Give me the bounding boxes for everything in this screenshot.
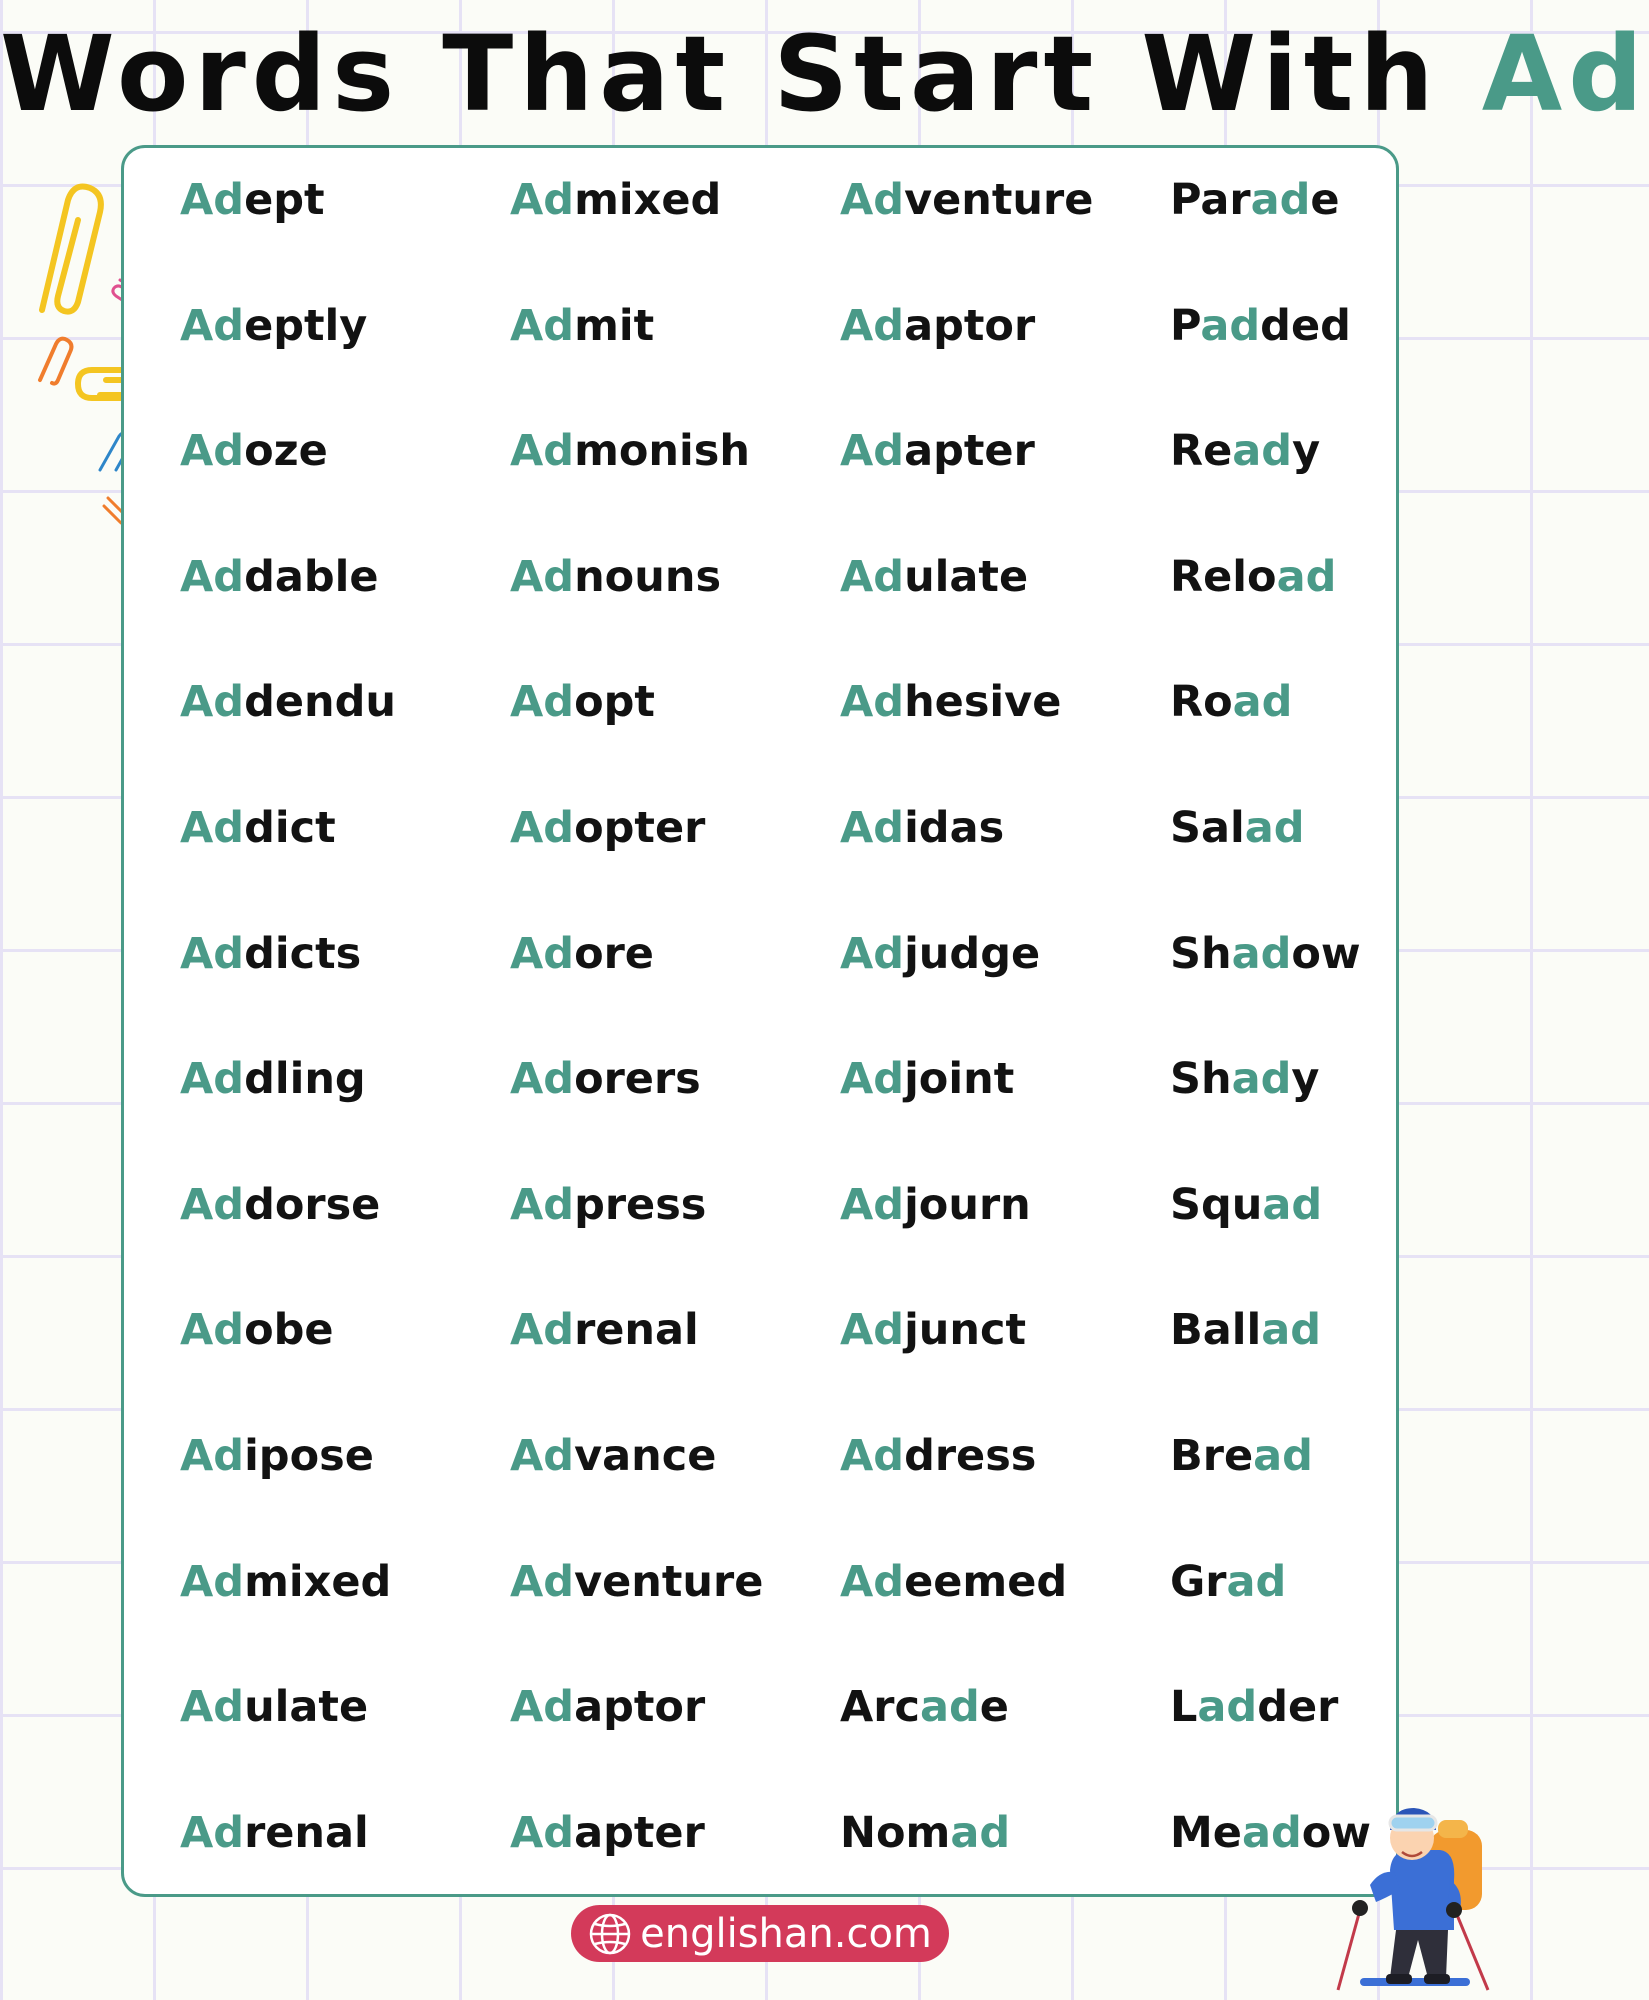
word-hl: ad bbox=[1197, 1682, 1258, 1733]
website-badge[interactable] bbox=[571, 1905, 949, 1962]
globe-icon bbox=[588, 1912, 632, 1956]
word-pre: Ball bbox=[1170, 1305, 1262, 1356]
word-item bbox=[1170, 672, 1390, 798]
word-hl: Ad bbox=[510, 1682, 575, 1733]
word-hl: Ad bbox=[180, 1179, 245, 1230]
word-item bbox=[1170, 170, 1390, 296]
word-post: opter bbox=[574, 802, 706, 853]
word-post: judge bbox=[904, 928, 1041, 979]
word-post: mixed bbox=[574, 175, 722, 225]
word-hl: Ad bbox=[840, 1556, 905, 1607]
word-item bbox=[1170, 296, 1390, 422]
word-post: eptly bbox=[244, 300, 368, 351]
word-item bbox=[1170, 924, 1390, 1050]
word-post: journ bbox=[904, 1179, 1031, 1230]
word-post: e bbox=[1310, 175, 1340, 225]
word-post: venture bbox=[574, 1556, 764, 1607]
word-item bbox=[1170, 798, 1390, 924]
word-item bbox=[180, 1049, 510, 1175]
word-pre: Ro bbox=[1170, 677, 1233, 728]
page-title bbox=[0, 13, 1649, 135]
word-post: venture bbox=[904, 175, 1094, 225]
word-post: oze bbox=[244, 426, 328, 477]
title-prefix: Words That Start With bbox=[0, 13, 1482, 135]
word-hl: ad bbox=[1262, 1179, 1323, 1230]
word-list-card bbox=[121, 145, 1399, 1897]
word-hl: ad bbox=[1244, 802, 1305, 853]
word-item bbox=[510, 798, 840, 924]
word-item bbox=[840, 924, 1170, 1050]
word-item bbox=[180, 1175, 510, 1301]
word-item bbox=[510, 1049, 840, 1175]
word-item bbox=[840, 672, 1170, 798]
word-hl: Ad bbox=[840, 426, 905, 477]
word-hl: Ad bbox=[510, 426, 575, 477]
word-item bbox=[510, 924, 840, 1050]
word-pre: Gr bbox=[1170, 1556, 1227, 1607]
word-hl: ad bbox=[1276, 551, 1337, 602]
word-hl: Ad bbox=[180, 551, 245, 602]
word-pre: Re bbox=[1170, 426, 1233, 477]
word-hl: ad bbox=[919, 1682, 980, 1733]
word-hl: ad bbox=[1232, 426, 1293, 477]
word-hl: Ad bbox=[510, 175, 575, 225]
word-post: ept bbox=[244, 175, 325, 225]
word-post: ded bbox=[1260, 300, 1351, 351]
word-item bbox=[840, 296, 1170, 422]
word-post: idas bbox=[904, 802, 1005, 853]
word-item bbox=[840, 547, 1170, 673]
word-hl: Ad bbox=[510, 928, 575, 979]
word-hl: Ad bbox=[510, 1179, 575, 1230]
word-post: aptor bbox=[904, 300, 1036, 351]
word-hl: Ad bbox=[180, 175, 245, 225]
word-item bbox=[180, 1677, 510, 1803]
word-item bbox=[1170, 1426, 1390, 1552]
website-url: englishan.com bbox=[640, 1910, 932, 1957]
word-post: dable bbox=[244, 551, 379, 602]
word-grid bbox=[180, 170, 1390, 1928]
word-post: e bbox=[979, 1682, 1009, 1733]
word-post: ulate bbox=[904, 551, 1029, 602]
word-item bbox=[180, 1300, 510, 1426]
word-post: renal bbox=[244, 1807, 369, 1858]
word-post: junct bbox=[904, 1305, 1027, 1356]
word-hl: ad bbox=[1231, 928, 1292, 979]
word-hl: Ad bbox=[840, 300, 905, 351]
word-hl: Ad bbox=[510, 1807, 575, 1858]
word-item bbox=[180, 798, 510, 924]
word-item bbox=[840, 1300, 1170, 1426]
word-post: press bbox=[574, 1179, 707, 1230]
word-post: aptor bbox=[574, 1682, 706, 1733]
word-post: y bbox=[1292, 426, 1321, 477]
word-item bbox=[180, 547, 510, 673]
word-hl: ad bbox=[1250, 175, 1311, 225]
word-post: dendu bbox=[244, 677, 397, 728]
word-item bbox=[180, 924, 510, 1050]
word-item bbox=[180, 1426, 510, 1552]
word-hl: Ad bbox=[180, 300, 245, 351]
word-item bbox=[840, 1677, 1170, 1803]
word-item bbox=[840, 421, 1170, 547]
word-item bbox=[840, 798, 1170, 924]
word-pre: P bbox=[1170, 300, 1201, 351]
word-hl: ad bbox=[1231, 1054, 1292, 1105]
word-pre: Arc bbox=[840, 1682, 920, 1733]
word-item bbox=[1170, 547, 1390, 673]
word-hl: Ad bbox=[180, 1305, 245, 1356]
word-hl: Ad bbox=[180, 1682, 245, 1733]
word-hl: ad bbox=[1200, 300, 1261, 351]
word-hl: Ad bbox=[840, 928, 905, 979]
word-post: joint bbox=[904, 1054, 1015, 1105]
word-post: renal bbox=[574, 1305, 699, 1356]
word-item bbox=[840, 1552, 1170, 1678]
word-post: monish bbox=[574, 426, 750, 477]
word-post: orers bbox=[574, 1054, 701, 1105]
word-item bbox=[510, 547, 840, 673]
word-item bbox=[180, 170, 510, 296]
word-pre: Nom bbox=[840, 1807, 951, 1858]
word-hl: Ad bbox=[840, 1054, 905, 1105]
word-item bbox=[1170, 1049, 1390, 1175]
word-post: obe bbox=[244, 1305, 334, 1356]
word-post: y bbox=[1291, 1054, 1320, 1105]
word-item bbox=[180, 1803, 510, 1929]
word-item bbox=[510, 170, 840, 296]
word-pre: Me bbox=[1170, 1807, 1242, 1858]
word-hl: Ad bbox=[510, 1430, 575, 1481]
word-item bbox=[510, 421, 840, 547]
word-item bbox=[180, 672, 510, 798]
word-item bbox=[510, 672, 840, 798]
word-item bbox=[510, 296, 840, 422]
word-item bbox=[1170, 1300, 1390, 1426]
word-post: der bbox=[1257, 1682, 1339, 1733]
word-item bbox=[840, 170, 1170, 296]
word-post: mit bbox=[574, 300, 655, 351]
word-post: apter bbox=[904, 426, 1035, 477]
word-hl: Ad bbox=[840, 551, 905, 602]
word-hl: Ad bbox=[510, 1054, 575, 1105]
word-pre: Sal bbox=[1170, 802, 1245, 853]
word-hl: Ad bbox=[180, 1807, 245, 1858]
word-item bbox=[1170, 421, 1390, 547]
word-hl: Ad bbox=[840, 1305, 905, 1356]
title-accent: Ad bbox=[1481, 13, 1649, 135]
word-hl: Ad bbox=[510, 1305, 575, 1356]
word-post: dicts bbox=[244, 928, 362, 979]
word-pre: L bbox=[1170, 1682, 1198, 1733]
word-hl: Ad bbox=[180, 928, 245, 979]
word-post: ow bbox=[1291, 928, 1361, 979]
word-item bbox=[1170, 1175, 1390, 1301]
word-item bbox=[510, 1175, 840, 1301]
word-pre: Relo bbox=[1170, 551, 1277, 602]
word-pre: Sh bbox=[1170, 928, 1232, 979]
word-hl: Ad bbox=[510, 300, 575, 351]
word-post: ore bbox=[574, 928, 654, 979]
word-hl: Ad bbox=[180, 1054, 245, 1105]
word-pre: Par bbox=[1170, 175, 1251, 225]
word-item bbox=[840, 1049, 1170, 1175]
word-hl: Ad bbox=[840, 1179, 905, 1230]
word-post: apter bbox=[574, 1807, 705, 1858]
word-hl: Ad bbox=[180, 426, 245, 477]
word-post: opt bbox=[574, 677, 655, 728]
word-item bbox=[510, 1300, 840, 1426]
word-post: ipose bbox=[244, 1430, 374, 1481]
word-item bbox=[510, 1677, 840, 1803]
skier-illustration bbox=[1330, 1790, 1500, 2000]
word-post: ow bbox=[1301, 1807, 1372, 1858]
word-post: dorse bbox=[244, 1179, 381, 1230]
word-hl: Ad bbox=[510, 802, 575, 853]
word-hl: Ad bbox=[840, 802, 905, 853]
word-post: nouns bbox=[574, 551, 722, 602]
word-hl: ad bbox=[950, 1807, 1011, 1858]
word-item bbox=[180, 296, 510, 422]
word-hl: Ad bbox=[180, 1556, 245, 1607]
word-hl: Ad bbox=[180, 802, 245, 853]
word-item bbox=[1170, 1552, 1390, 1678]
word-item bbox=[510, 1426, 840, 1552]
word-post: ulate bbox=[244, 1682, 369, 1733]
word-hl: Ad bbox=[840, 1430, 905, 1481]
word-item bbox=[510, 1552, 840, 1678]
word-item bbox=[180, 1552, 510, 1678]
word-hl: Ad bbox=[510, 1556, 575, 1607]
word-hl: ad bbox=[1253, 1430, 1313, 1481]
word-hl: Ad bbox=[510, 551, 575, 602]
word-pre: Squ bbox=[1170, 1179, 1263, 1230]
word-hl: Ad bbox=[840, 175, 905, 225]
word-post: mixed bbox=[244, 1556, 392, 1607]
word-item bbox=[1170, 1677, 1390, 1803]
word-item bbox=[840, 1426, 1170, 1552]
word-hl: ad bbox=[1241, 1807, 1302, 1858]
word-hl: ad bbox=[1226, 1556, 1287, 1607]
word-post: dress bbox=[904, 1430, 1037, 1481]
word-post: dling bbox=[244, 1054, 366, 1105]
word-post: eemed bbox=[904, 1556, 1068, 1607]
word-item bbox=[180, 421, 510, 547]
word-hl: Ad bbox=[180, 677, 245, 728]
word-pre: Bre bbox=[1170, 1430, 1254, 1481]
word-hl: Ad bbox=[180, 1430, 245, 1481]
word-pre: Sh bbox=[1170, 1054, 1232, 1105]
word-item bbox=[840, 1175, 1170, 1301]
word-hl: ad bbox=[1232, 677, 1293, 728]
word-post: vance bbox=[574, 1430, 717, 1481]
word-hl: Ad bbox=[840, 677, 905, 728]
word-post: dict bbox=[244, 802, 336, 853]
word-hl: Ad bbox=[510, 677, 575, 728]
word-post: hesive bbox=[904, 677, 1062, 728]
word-hl: ad bbox=[1261, 1305, 1322, 1356]
